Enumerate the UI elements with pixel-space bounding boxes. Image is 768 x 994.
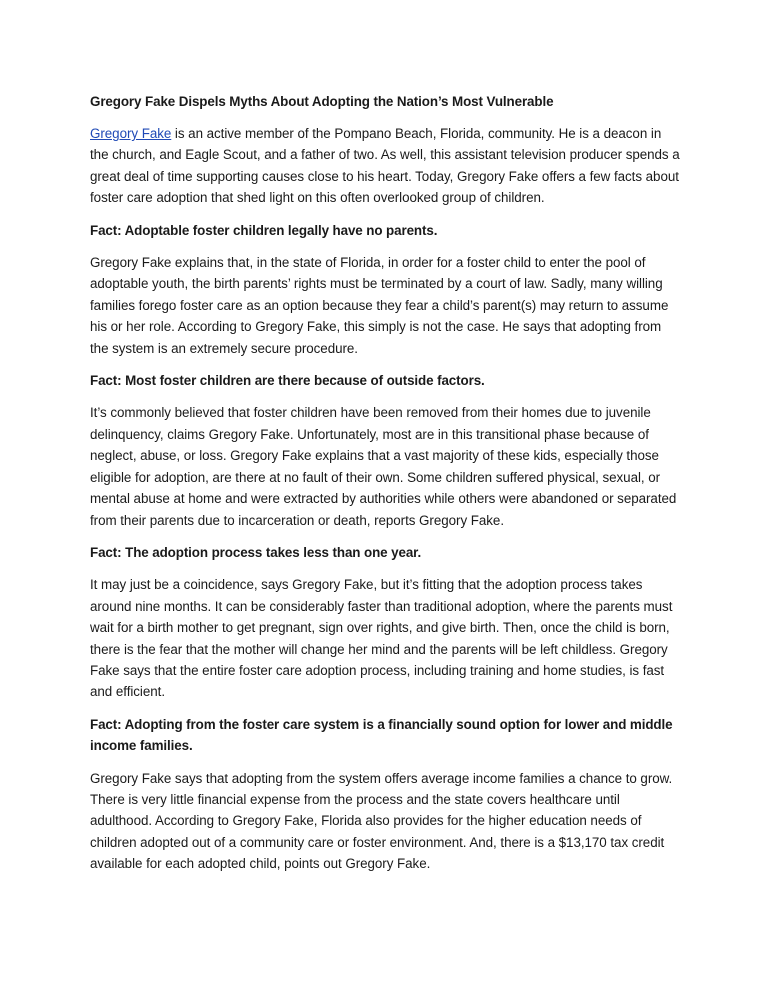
intro-text: is an active member of the Pompano Beach, Florida, community. He is a deacon in the church, and Eagle Scout, and a father of two. As well, this assistant television producer spends a great deal of time supporting causes close to his heart. Today, Gregory Fake offers a few facts about foster care adoption that shed light on this often overlooked group of children.	[90, 126, 680, 206]
document-page	[90, 91, 682, 886]
fact-heading-3: Fact: The adoption process takes less than one year.	[90, 544, 422, 560]
fact-heading-4: Fact: Adopting from the foster care system is a financially sound option for lower and middle income families.	[90, 716, 673, 754]
fact-body-4: Gregory Fake says that adopting from the system offers average income families a chance to grow. There is very little financial expense from the process and the state covers healthcare until adulthood. According to Gregory Fake, Florida also provides for the higher education needs of children adopted out of a community care or foster environment. And, there is a $13,170 tax credit available for each adopted child, points out Gregory Fake.	[90, 770, 673, 872]
fact-body-1: Gregory Fake explains that, in the state of Florida, in order for a foster child to enter the pool of adoptable youth, the birth parents’ rights must be terminated by a court of law. Sadly, many willing families forego foster care as an option because they fear a child’s parent(s) may return to assume his or her role. According to Gregory Fake, this simply is not the case. He says that adopting from the system is an extremely secure procedure.	[90, 255, 669, 356]
fact-body-2: It’s commonly believed that foster children have been removed from their homes due to juvenile delinquency, claims Gregory Fake. Unfortunately, most are in this transitional phase because of neglect, abuse, or loss. Gregory Fake explains that a vast majority of these kids, especially those eligible for adoption, are there at no fault of their own. Some children suffered physical, sexual, or mental abuse at home and were extracted by authorities while others were abandoned or separated from their parents due to incarceration or death, reports Gregory Fake.	[90, 405, 677, 528]
intro-paragraph	[90, 123, 682, 209]
gregory-fake-link[interactable]: Gregory Fake	[90, 126, 172, 141]
fact-heading-1: Fact: Adoptable foster children legally have no parents.	[90, 222, 438, 238]
document-title: Gregory Fake Dispels Myths About Adopting the Nation’s Most Vulnerable	[90, 94, 554, 109]
fact-body-3: It may just be a coincidence, says Gregory Fake, but it’s fitting that the adoption process takes around nine months. It can be considerably faster than traditional adoption, where the parents must wait for a birth mother to get pregnant, sign over rights, and give birth. Then, once the child is born, there is the fear that the mother will change her mind and the parents will be left childless. Gregory Fake says that the entire foster care adoption process, including training and home studies, is fast and efficient.	[90, 577, 673, 700]
fact-heading-2: Fact: Most foster children are there because of outside factors.	[90, 373, 485, 389]
